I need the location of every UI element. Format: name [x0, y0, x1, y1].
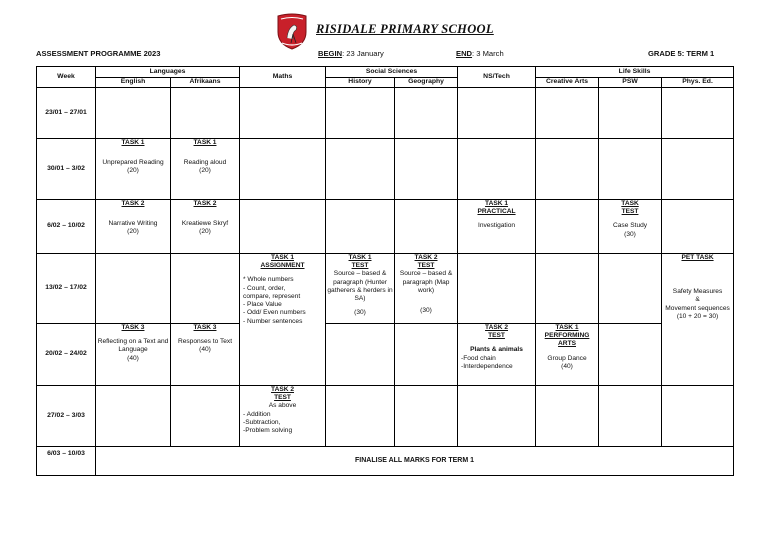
col-geography: Geography — [395, 78, 458, 88]
school-name: RISIDALE PRIMARY SCHOOL — [316, 22, 494, 36]
week-label: 20/02 – 24/02 — [37, 324, 96, 386]
col-phys-ed: Phys. Ed. — [662, 78, 734, 88]
header-row-subjects — [37, 78, 734, 88]
week-label: 27/02 – 3/03 — [37, 386, 96, 447]
col-group-languages: Languages — [96, 67, 240, 78]
cell-creative-arts-task1: TASK 1 PERFORMING ARTS Group Dance (40) — [536, 324, 599, 386]
finalise-marks-note: FINALISE ALL MARKS FOR TERM 1 — [96, 447, 734, 476]
col-week: Week — [37, 67, 96, 88]
cell-maths-task2: TASK 2 TEST As above - Addition -Subtraction, -Problem solving — [240, 386, 326, 447]
cell-physed-pet-task: PET TASK Safety Measures & Movement sequences (10 + 20 = 30) — [662, 254, 734, 386]
end-date: END: 3 March — [456, 49, 504, 58]
table-row-week5 — [37, 324, 734, 386]
col-afrikaans: Afrikaans — [171, 78, 240, 88]
week-label: 6/03 – 10/03 — [37, 447, 96, 476]
begin-date: BEGIN: 23 January — [318, 49, 384, 58]
cell-english-task3: TASK 3 Reflecting on a Text and Language (40) — [96, 324, 171, 386]
assessment-table — [36, 66, 734, 476]
cell-maths-task1: TASK 1 ASSIGNMENT * Whole numbers - Count, order, compare, represent - Place Value - Odd/ Even numbers - Number sentences — [240, 254, 326, 386]
cell-nstech-task2: TASK 2 TEST Plants & animals -Food chain -Interdependence — [458, 324, 536, 386]
table-row-week4 — [37, 254, 734, 324]
cell-psw-task-test: TASK TEST Case Study (30) — [599, 200, 662, 254]
week-label: 13/02 – 17/02 — [37, 254, 96, 324]
cell-english-task1: TASK 1 Unprepared Reading (20) — [96, 139, 171, 200]
week-label: 6/02 – 10/02 — [37, 200, 96, 254]
grade-term: GRADE 5: TERM 1 — [648, 49, 715, 58]
cell-english-task2: TASK 2 Narrative Writing (20) — [96, 200, 171, 254]
header-row-groups — [37, 67, 734, 78]
col-ns-tech: NS/Tech — [458, 67, 536, 88]
table-row-week6 — [37, 386, 734, 447]
col-group-life-skills: Life Skills — [536, 67, 734, 78]
cell-geography-task2: TASK 2 TEST Source – based & paragraph (Map work) (30) — [395, 254, 458, 324]
programme-title: ASSESSMENT PROGRAMME 2023 — [36, 49, 161, 58]
col-psw: PSW — [599, 78, 662, 88]
table-row-week7 — [37, 447, 734, 476]
week-label: 23/01 – 27/01 — [37, 88, 96, 139]
col-creative-arts: Creative Arts — [536, 78, 599, 88]
col-history: History — [326, 78, 395, 88]
school-crest-logo — [276, 12, 308, 50]
col-english: English — [96, 78, 171, 88]
table-row-week1 — [37, 88, 734, 139]
col-maths: Maths — [240, 67, 326, 88]
week-label: 30/01 – 3/02 — [37, 139, 96, 200]
cell-afrikaans-task3: TASK 3 Responses to Text (40) — [171, 324, 240, 386]
table-row-week2 — [37, 139, 734, 200]
table-row-week3 — [37, 200, 734, 254]
cell-nstech-task1: TASK 1 PRACTICAL Investigation — [458, 200, 536, 254]
col-group-social-sciences: Social Sciences — [326, 67, 458, 78]
cell-afrikaans-task1: TASK 1 Reading aloud (20) — [171, 139, 240, 200]
cell-afrikaans-task2: TASK 2 Kreatiewe Skryf (20) — [171, 200, 240, 254]
cell-history-task1: TASK 1 TEST Source – based & paragraph (Hunter gatherers & herders in SA) (30) — [326, 254, 395, 324]
